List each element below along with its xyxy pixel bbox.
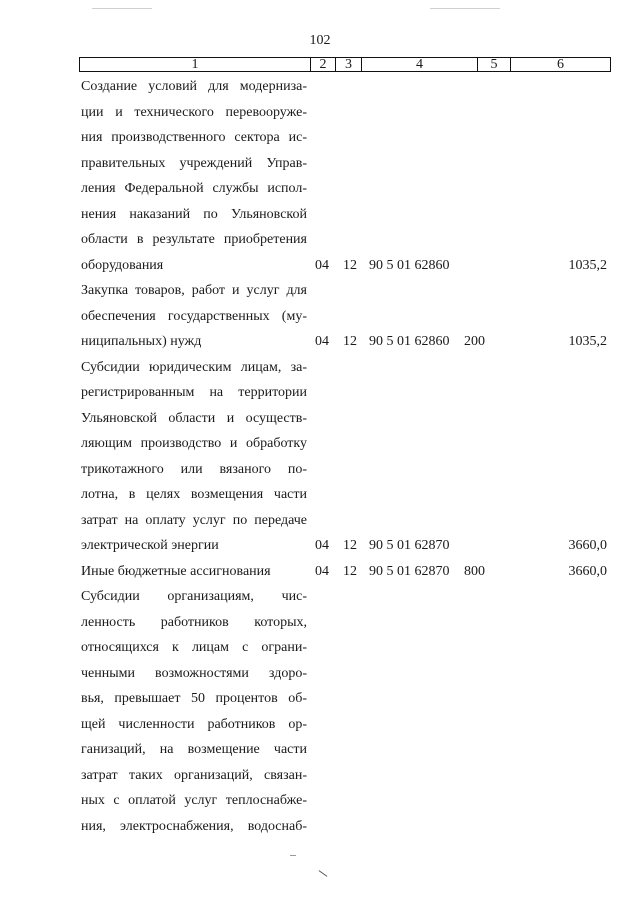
expense-type-code: 200: [464, 334, 485, 349]
amount: 3660,0: [568, 563, 607, 579]
section-code: 04: [315, 538, 329, 553]
scan-mark: [319, 870, 328, 877]
header-col-6: 6: [557, 57, 564, 72]
header-col-1: 1: [80, 58, 311, 71]
row-description: [81, 355, 307, 559]
row-description: [81, 584, 307, 839]
amount: 1035,2: [568, 334, 607, 349]
description-line: трикотажного или вязаного по-: [81, 461, 307, 477]
description-line: Ульяновской области и осуществ-: [81, 410, 307, 426]
description-line: щей численности работников ор-: [81, 716, 307, 732]
scan-mark: [430, 8, 500, 9]
description-line: регистрированным на территории: [81, 385, 307, 400]
amount: 3660,0: [568, 538, 607, 553]
description-line: ленность работников которых,: [81, 614, 307, 630]
section-code: 04: [315, 563, 329, 579]
description-line: ляющим производство и обработку: [81, 436, 307, 451]
description-line: Закупка товаров, работ и услуг для: [81, 283, 307, 298]
description-line: ции и технического перевооруже-: [81, 104, 307, 120]
description-line: ниципальных) нужд: [81, 334, 202, 349]
table-row: [81, 74, 611, 278]
table-header: [79, 57, 611, 72]
description-line: затрат на оплату услуг по передаче: [81, 512, 307, 528]
subsection-code: 12: [343, 334, 357, 349]
scan-mark: [290, 855, 296, 856]
subsection-code: 12: [343, 563, 357, 579]
target-article-code: 90 5 01 62870: [369, 563, 450, 579]
expense-type-code: 800: [464, 563, 485, 579]
section-code: 04: [315, 257, 329, 273]
row-codes: [81, 533, 611, 559]
description-line: Субсидии организациям, чис-: [81, 589, 307, 604]
description-line: Субсидии юридическим лицам, за-: [81, 359, 307, 375]
description-line: оборудования: [81, 257, 164, 273]
page-number: 102: [309, 33, 331, 48]
subsection-code: 12: [343, 257, 357, 273]
header-col-3: 3: [336, 58, 362, 71]
header-col-4: 4: [362, 58, 478, 71]
description-line: электрической энергии: [81, 538, 219, 553]
description-line: правительных учреждений Управ-: [81, 155, 307, 171]
description-line: Иные бюджетные ассигнования: [81, 563, 271, 579]
scan-mark: [92, 8, 152, 9]
description-line: Создание условий для модерниза-: [81, 79, 307, 94]
section-code: 04: [315, 334, 329, 349]
amount: 1035,2: [568, 257, 607, 273]
description-line: ния, электроснабжения, водоснаб-: [81, 818, 307, 834]
subsection-code: 12: [343, 538, 357, 553]
description-line: затрат таких организаций, связан-: [81, 767, 307, 783]
table-row: [81, 559, 611, 585]
target-article-code: 90 5 01 62860: [369, 257, 450, 273]
target-article-code: 90 5 01 62870: [369, 538, 450, 553]
description-line: относящихся к лицам с ограни-: [81, 640, 307, 655]
description-line: ченными возможностями здоро-: [81, 665, 307, 681]
table-row: [81, 584, 611, 839]
description-line: вья, превышает 50 процентов об-: [81, 691, 307, 706]
description-line: ния производственного сектора ис-: [81, 130, 307, 145]
budget-table-body: [81, 74, 611, 839]
description-line: нения наказаний по Ульяновской: [81, 206, 307, 222]
row-codes: [81, 253, 611, 279]
table-row: [81, 278, 611, 355]
table-row: [81, 355, 611, 559]
row-codes: [81, 329, 611, 355]
target-article-code: 90 5 01 62860: [369, 334, 450, 349]
description-line: ных с оплатой услуг теплоснабже-: [81, 793, 307, 808]
description-line: лотна, в целях возмещения части: [81, 487, 307, 502]
description-line: ганизаций, на возмещение части: [81, 742, 307, 757]
description-line: области в результате приобретения: [81, 232, 307, 247]
description-line: обеспечения государственных (му-: [81, 308, 307, 324]
header-col-2: 2: [311, 58, 336, 71]
row-description: [81, 74, 307, 278]
header-col-5: 5: [478, 58, 511, 71]
row-codes: [81, 559, 611, 585]
description-line: ления Федеральной службы испол-: [81, 181, 307, 196]
